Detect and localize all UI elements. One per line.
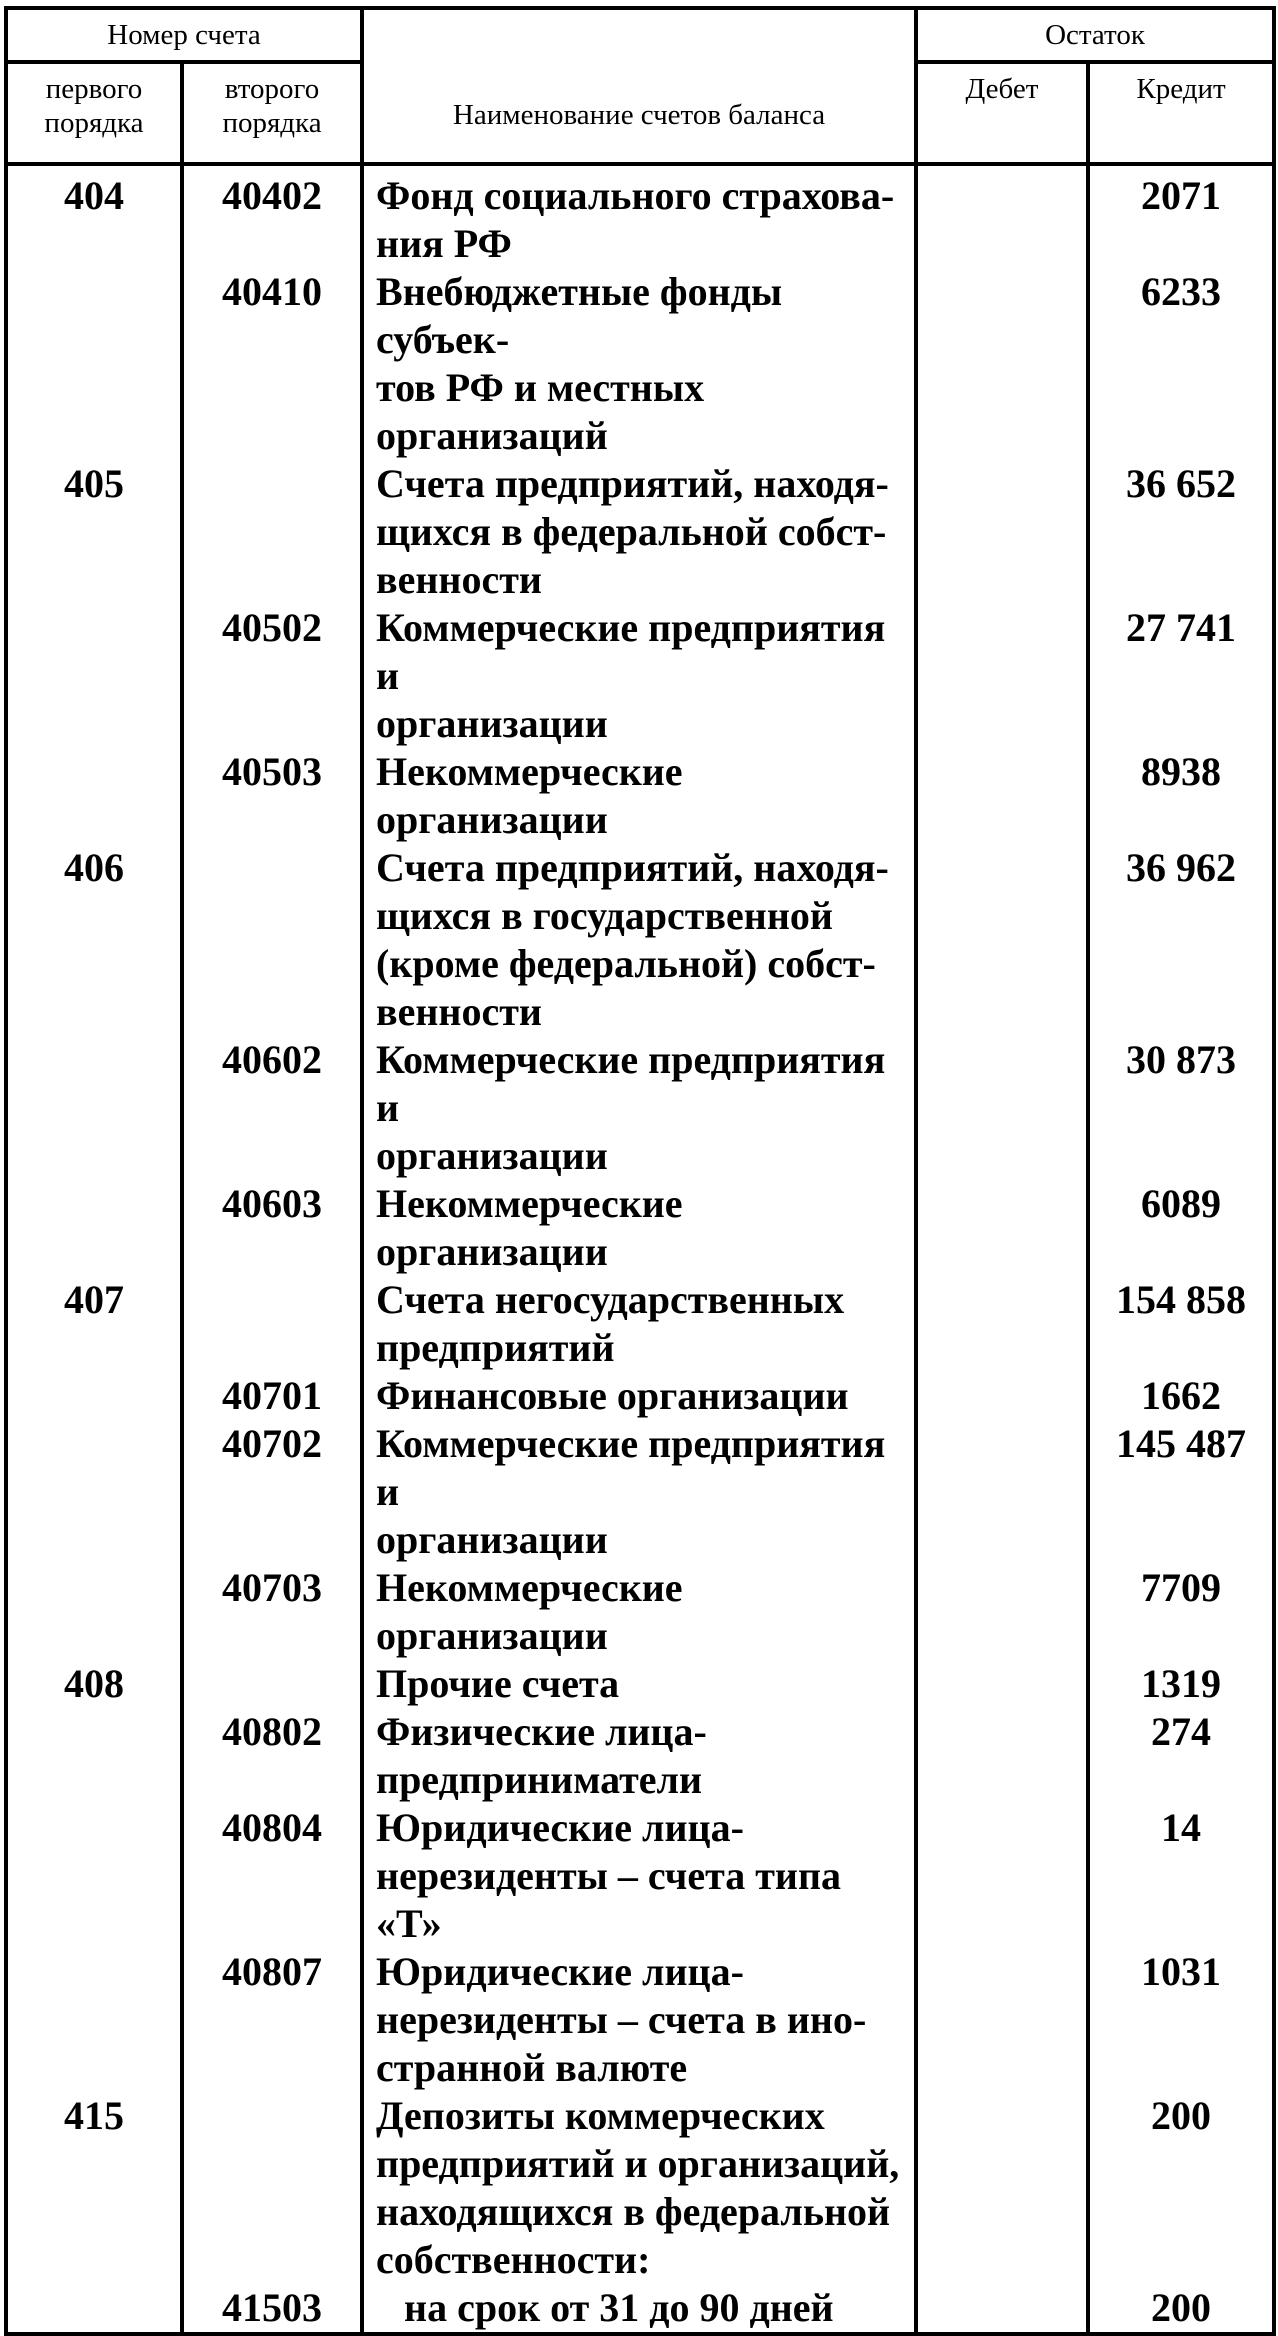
account-name-cell: на срок от 31 до 90 дней (362, 2284, 916, 2334)
credit-cell: 200 (1088, 2092, 1274, 2284)
account-name-cell: Счета предприятий, находя- щихся в государственной (кроме федеральной) собст- венности (362, 844, 916, 1036)
account-name-cell: Фонд социального страхова- ния РФ (362, 164, 916, 268)
debit-cell (916, 1564, 1088, 1660)
table-row (6, 460, 1274, 604)
second-order-cell: 40807 (182, 1948, 362, 2092)
second-order-cell: 40603 (182, 1180, 362, 1276)
credit-header: Кредит (1088, 62, 1274, 164)
table-row (6, 1564, 1274, 1660)
debit-cell (916, 268, 1088, 460)
account-name-cell: Коммерческие предприятия и организации (362, 1036, 916, 1180)
table-row (6, 1948, 1274, 2092)
credit-cell: 154 858 (1088, 1276, 1274, 1372)
account-name-cell: Счета негосударственных предприятий (362, 1276, 916, 1372)
debit-cell (916, 2092, 1088, 2284)
second-order-cell: 40802 (182, 1708, 362, 1804)
credit-cell: 6233 (1088, 268, 1274, 460)
debit-cell (916, 460, 1088, 604)
second-order-cell (182, 1660, 362, 1708)
account-name-cell: Юридические лица- нерезиденты – счета типа «Т» (362, 1804, 916, 1948)
account-name-cell: Юридические лица- нерезиденты – счета в ино- странной валюте (362, 1948, 916, 2092)
debit-cell (916, 1276, 1088, 1372)
account-name-cell: Прочие счета (362, 1660, 916, 1708)
credit-cell: 1319 (1088, 1660, 1274, 1708)
table-row (6, 1372, 1274, 1420)
debit-cell (916, 1660, 1088, 1708)
account-name-cell: Коммерческие предприятия и организации (362, 604, 916, 748)
debit-cell (916, 1036, 1088, 1180)
first-order-cell: 405 (6, 460, 182, 604)
debit-cell (916, 844, 1088, 1036)
second-order-cell (182, 844, 362, 1036)
first-order-cell: 408 (6, 1660, 182, 1708)
first-order-cell (6, 1036, 182, 1180)
second-order-cell: 40410 (182, 268, 362, 460)
credit-cell: 1662 (1088, 1372, 1274, 1420)
debit-cell (916, 748, 1088, 844)
credit-cell: 14 (1088, 1804, 1274, 1948)
first-order-cell (6, 1948, 182, 2092)
debit-header: Дебет (916, 62, 1088, 164)
table-row (6, 1804, 1274, 1948)
credit-cell: 36 962 (1088, 844, 1274, 1036)
credit-cell: 36 652 (1088, 460, 1274, 604)
table-row (6, 1036, 1274, 1180)
second-order-cell: 40702 (182, 1420, 362, 1564)
account-name-cell: Счета предприятий, находя- щихся в федеральной собст- венности (362, 460, 916, 604)
credit-cell: 8938 (1088, 748, 1274, 844)
second-order-cell: 40402 (182, 164, 362, 268)
second-order-cell (182, 1276, 362, 1372)
account-name-cell: Некоммерческие организации (362, 1564, 916, 1660)
debit-cell (916, 1420, 1088, 1564)
table-row (6, 844, 1274, 1036)
second-order-cell (182, 460, 362, 604)
first-order-cell: 406 (6, 844, 182, 1036)
account-number-header: Номер счета (6, 8, 362, 62)
credit-cell: 274 (1088, 1708, 1274, 1804)
account-name-header: Наименование счетов баланса (362, 8, 916, 164)
debit-cell (916, 1948, 1088, 2092)
table-row (6, 604, 1274, 748)
table-row (6, 2092, 1274, 2284)
table-row (6, 1276, 1274, 1372)
debit-cell (916, 1180, 1088, 1276)
first-order-cell (6, 604, 182, 748)
credit-cell: 1031 (1088, 1948, 1274, 2092)
table-row (6, 2284, 1274, 2334)
debit-cell (916, 1372, 1088, 1420)
first-order-cell (6, 1372, 182, 1420)
credit-cell: 145 487 (1088, 1420, 1274, 1564)
table-row (6, 1420, 1274, 1564)
account-name-cell: Коммерческие предприятия и организации (362, 1420, 916, 1564)
first-order-cell: 404 (6, 164, 182, 268)
balance-accounts-table (4, 6, 1276, 2336)
account-name-cell: Некоммерческие организации (362, 1180, 916, 1276)
first-order-cell (6, 2284, 182, 2334)
balance-header: Остаток (916, 8, 1274, 62)
second-order-cell: 40502 (182, 604, 362, 748)
table-row (6, 268, 1274, 460)
table-row (6, 1660, 1274, 1708)
account-name-cell: Внебюджетные фонды субъек- тов РФ и местных организаций (362, 268, 916, 460)
credit-cell: 27 741 (1088, 604, 1274, 748)
table-row (6, 1708, 1274, 1804)
debit-cell (916, 1708, 1088, 1804)
second-order-header: второго порядка (182, 62, 362, 164)
table-row (6, 748, 1274, 844)
credit-cell: 6089 (1088, 1180, 1274, 1276)
account-name-cell: Финансовые организации (362, 1372, 916, 1420)
debit-cell (916, 164, 1088, 268)
table-body (6, 164, 1274, 2334)
credit-cell: 30 873 (1088, 1036, 1274, 1180)
second-order-cell: 40703 (182, 1564, 362, 1660)
first-order-cell (6, 1564, 182, 1660)
account-name-cell: Некоммерческие организации (362, 748, 916, 844)
first-order-cell (6, 748, 182, 844)
table-row (6, 164, 1274, 268)
first-order-cell (6, 1804, 182, 1948)
first-order-cell: 415 (6, 2092, 182, 2284)
first-order-cell (6, 1708, 182, 1804)
table-row (6, 1180, 1274, 1276)
second-order-cell: 40701 (182, 1372, 362, 1420)
account-name-cell: Депозиты коммерческих предприятий и организаций, находящихся в федеральной собственности: (362, 2092, 916, 2284)
first-order-cell: 407 (6, 1276, 182, 1372)
second-order-cell: 41503 (182, 2284, 362, 2334)
account-name-cell: Физические лица- предприниматели (362, 1708, 916, 1804)
first-order-header: первого порядка (6, 62, 182, 164)
debit-cell (916, 1804, 1088, 1948)
debit-cell (916, 604, 1088, 748)
second-order-cell: 40503 (182, 748, 362, 844)
second-order-cell: 40804 (182, 1804, 362, 1948)
debit-cell (916, 2284, 1088, 2334)
credit-cell: 2071 (1088, 164, 1274, 268)
credit-cell: 7709 (1088, 1564, 1274, 1660)
first-order-cell (6, 1180, 182, 1276)
first-order-cell (6, 1420, 182, 1564)
second-order-cell (182, 2092, 362, 2284)
first-order-cell (6, 268, 182, 460)
second-order-cell: 40602 (182, 1036, 362, 1180)
credit-cell: 200 (1088, 2284, 1274, 2334)
